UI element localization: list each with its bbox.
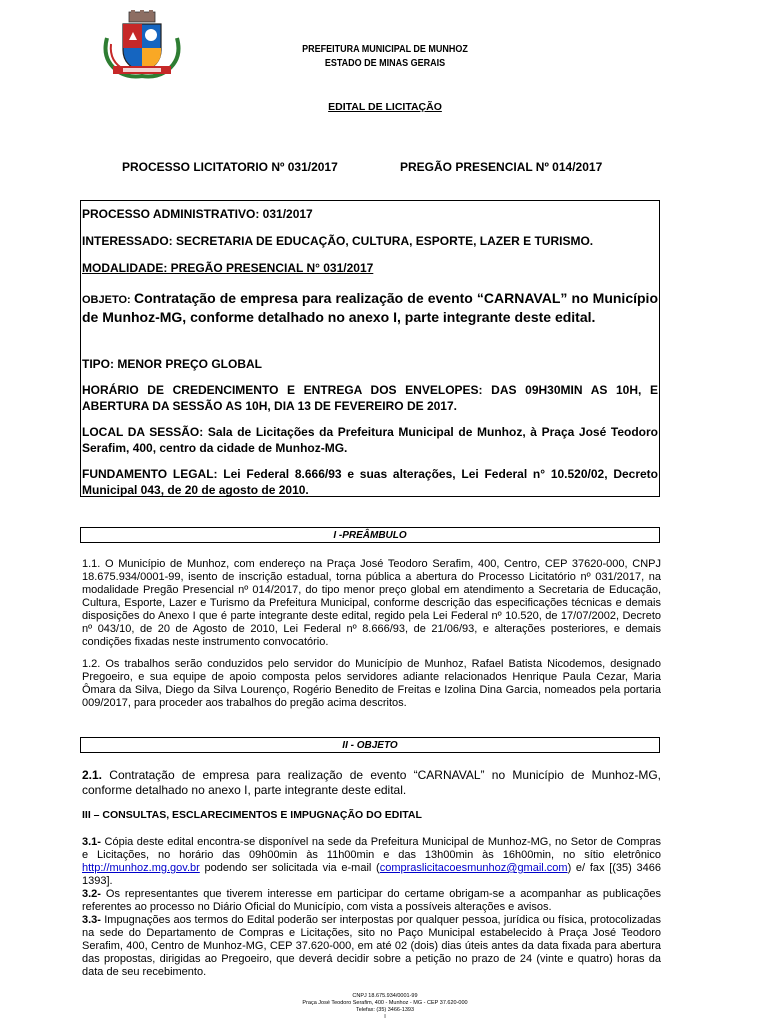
- paragraph-3-3-number: 3.3-: [82, 914, 101, 926]
- paragraph-3-1-text-b: podendo ser solicitada via e-mail (: [199, 862, 380, 874]
- paragraph-3-1-number: 3.1-: [82, 836, 101, 848]
- local-sessao: LOCAL DA SESSÃO: Sala de Licitações da Prefeitura Municipal de Munhoz, à Praça José Teodoro Serafim, 400, centro da cidade de Munhoz-MG.: [82, 425, 658, 455]
- paragraph-3-1-text-a: Cópia deste edital encontra-se disponível na sede da Prefeitura Municipal de Munhoz-MG, no Setor de Compras e Licitações, no horário das 09h00min às 11h00min e das 13h00min às 16h00min, no sítio eletrônico: [82, 836, 661, 861]
- footer-page-number: I: [384, 1014, 386, 1020]
- footer-cnpj: CNPJ 18.675.934/0001-99: [352, 993, 418, 999]
- objeto-text: Contratação de empresa para realização de evento “CARNAVAL” no Município de Munhoz-MG, conforme detalhado no anexo I, parte integrante deste edital.: [82, 290, 658, 325]
- section-2-title: II - OBJETO: [80, 737, 660, 753]
- paragraph-3-2: [82, 888, 661, 914]
- footer-phone: Telefax: (35) 3466-1393: [355, 1007, 415, 1013]
- paragraph-1-2: 1.2. Os trabalhos serão conduzidos pelo servidor do Município de Munhoz, Rafael Batista Nicodemos, designado Pregoeiro, e sua equipe de apoio composta pelos servidores adiante relacionados Henrique Paula Cezar, Maria Ômara da Silva, Diego da Silva Lourenço, Rogério Benedito de Freitas e Izolina Dina Garcia, nomeados pela portaria 009/2017, para proceder aos trabalhos do pregão acima descritos.: [82, 658, 661, 709]
- email-link[interactable]: compraslicitacoesmunhoz@gmail.com: [379, 862, 568, 874]
- paragraph-1-1: 1.1. O Município de Munhoz, com endereço na Praça José Teodoro Serafim, 400, Centro, CEP 37620-000, CNPJ 18.675.934/0001-99, isento de inscrição estadual, torna pública a abertura do Processo Licitatório nº 031/2017, na modalidade Pregão Presencial nº 014/2017, do tipo menor preço global em atendimento a Secretaria de Educação, Cultura, Esporte, Lazer e Turismo da Prefeitura Municipal, conforme descrição das especificações técnicas e demais disposições do Anexo I que é parte integrante deste edital, regido pela Lei Federal nº 10.520, de 17/07/2002, Decreto nº 043/10, de 20 de Agosto de 2010, Lei Federal nº 8.666/93, de 21/06/93, e alterações posteriores, e demais condições fixadas neste instrumento convocatório.: [82, 558, 661, 648]
- header-line-1: PREFEITURA MUNICIPAL DE MUNHOZ: [302, 44, 468, 55]
- fundamento-legal: FUNDAMENTO LEGAL: Lei Federal 8.666/93 e suas alterações, Lei Federal n° 10.520/02, Decreto Municipal 043, de 20 de agosto de 2010.: [82, 467, 658, 497]
- paragraph-2-1-number: 2.1.: [82, 768, 103, 782]
- header-line-2: ESTADO DE MINAS GERAIS: [324, 58, 446, 69]
- paragraph-2-1-text: Contratação de empresa para realização de evento “CARNAVAL” no Município de Munhoz-MG, conforme detalhado no anexo I, parte integrante deste edital.: [82, 768, 661, 797]
- processo-administrativo: PROCESSO ADMINISTRATIVO: 031/2017: [82, 207, 313, 221]
- section-1-title: I -PREÂMBULO: [80, 527, 660, 543]
- paragraph-3-1-text-c: ) e/ fax [(35) 3466 1393].: [82, 862, 661, 887]
- paragraph-2-1: [82, 768, 661, 798]
- modalidade: MODALIDADE: PREGÃO PRESENCIAL N° 031/2017: [82, 261, 374, 275]
- horario: HORÁRIO DE CREDENCIMENTO E ENTREGA DOS ENVELOPES: DAS 09H30MIN AS 10H, E ABERTURA DA SESSÃO AS 10H, DIA 13 DE FEVEREIRO DE 2017.: [82, 383, 658, 413]
- edital-title: EDITAL DE LICITAÇÃO: [328, 101, 442, 113]
- objeto-label: OBJETO:: [82, 294, 134, 306]
- pregao-presencial: PREGÃO PRESENCIAL Nº 014/2017: [400, 160, 603, 174]
- tipo: TIPO: MENOR PREÇO GLOBAL: [82, 357, 262, 371]
- objeto: [82, 290, 658, 326]
- paragraph-3-3: [82, 914, 661, 979]
- processo-licitatorio: PROCESSO LICITATORIO Nº 031/2017: [122, 160, 338, 174]
- paragraph-3-2-number: 3.2-: [82, 888, 101, 900]
- website-link[interactable]: http://munhoz.mg.gov.br: [82, 862, 200, 874]
- footer-address: Praça José Teodoro Serafim, 400 - Munhoz - MG - CEP 37.620-000: [302, 1000, 468, 1006]
- interessado: INTERESSADO: SECRETARIA DE EDUCAÇÃO, CULTURA, ESPORTE, LAZER E TURISMO.: [82, 234, 594, 248]
- paragraph-3-1: [82, 836, 661, 888]
- section-3-title: III – CONSULTAS, ESCLARECIMENTOS E IMPUGNAÇÃO DO EDITAL: [82, 809, 422, 821]
- paragraph-3-3-text: Impugnações aos termos do Edital poderão ser interpostas por qualquer pessoa, jurídica ou física, protocolizadas na sede do Departamento de Compras e Licitações, sito no Paço Municipal estabelecido à Praça José Teodoro Serafim, 400, Centro de Munhoz-MG, CEP 37.620-000, em até 02 (dois) dias úteis antes da data fixada para abertura das propostas, dirigidas ao Pregoeiro, que deverá decidir sobre a petição no prazo de 24 (vinte e quatro) horas da data de seu recebimento.: [82, 914, 661, 978]
- paragraph-3-2-text: Os representantes que tiverem interesse em participar do certame obrigam-se a acompanhar as publicações referentes ao processo no Diário Oficial do Município, com vista a possíveis alterações e avisos.: [82, 888, 661, 913]
